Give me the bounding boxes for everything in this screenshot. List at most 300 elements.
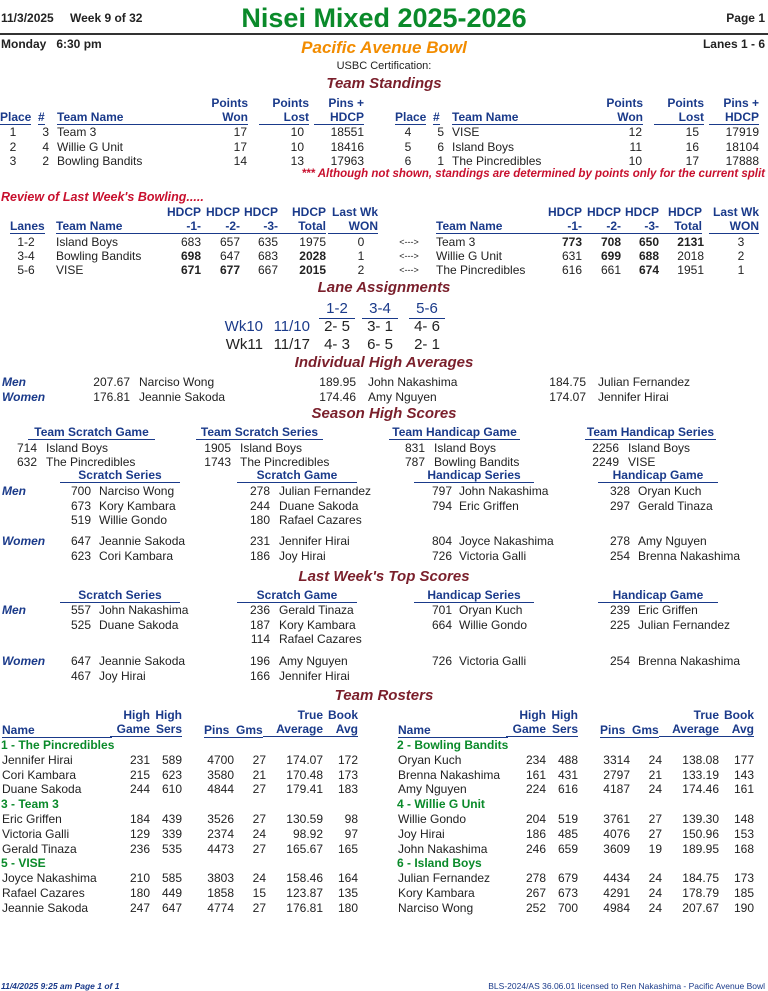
standings-pins-hdcp: 18416	[330, 139, 364, 154]
roster-header-name: Name	[2, 724, 112, 738]
roster-player-stat: 623	[161, 767, 182, 782]
lane-week: Wk11	[225, 336, 263, 353]
roster-player-stat: 179.41	[286, 782, 323, 797]
lastweek-value: 166	[249, 668, 270, 683]
standings-team-name: VISE	[452, 125, 480, 139]
roster-player-stat: 98	[344, 812, 358, 826]
roster-player-stat: 585	[161, 871, 182, 886]
lastweek-name: Eric Griffen	[638, 603, 698, 617]
review-score-b: 631	[561, 249, 582, 263]
roster-player-stat: 189.95	[682, 841, 719, 856]
roster-player-stat: 183	[337, 782, 358, 797]
footer-license: BLS-2024/AS 36.06.01 licensed to Ren Nakashima - Pacific Avenue Bowl	[488, 981, 765, 991]
lane-assignment: 4- 6	[414, 318, 440, 335]
roster-player-stat: 24	[252, 826, 266, 841]
roster-player-stat: 27	[648, 826, 662, 841]
review-score-a: 667	[257, 263, 278, 277]
team-high-team: VISE	[628, 455, 656, 469]
review-header-team: Team Name	[436, 220, 546, 234]
avg-value: 184.75	[549, 375, 586, 389]
roster-player-stat: 244	[129, 782, 150, 797]
roster-player-stat: 176.81	[286, 900, 323, 915]
review-title: Review of Last Week's Bowling.....	[1, 190, 204, 204]
standings-header-lost: Lost	[259, 111, 309, 125]
review-header-col: HDCP	[243, 205, 278, 219]
lane-week: Wk10	[224, 318, 263, 335]
roster-player-stat: 98.92	[292, 826, 323, 841]
lastweek-title: Last Week's Top Scores	[298, 568, 470, 585]
review-team-b: The Pincredibles	[436, 263, 526, 277]
ind-high-name: Julian Fernandez	[279, 484, 372, 498]
roster-header-avg: Average	[659, 723, 719, 737]
standings-team-name: Willie G Unit	[57, 139, 124, 154]
season-women-label: Women	[2, 534, 46, 548]
roster-player-stat: 24	[648, 782, 662, 797]
roster-player-stat: 278	[525, 871, 546, 886]
standings-team-name: Team 3	[57, 125, 97, 139]
roster-player-stat: 231	[129, 752, 150, 767]
roster-player-name: Cori Kambara	[2, 767, 77, 782]
standings-team-num: 4	[42, 139, 49, 154]
review-header-col: Total	[652, 220, 702, 234]
roster-player-stat: 224	[525, 782, 546, 797]
review-score-b: 616	[561, 263, 582, 277]
lastweek-name: Brenna Nakashima	[638, 654, 741, 668]
standings-points-lost: 16	[685, 139, 699, 154]
roster-player-name: Eric Griffen	[2, 812, 62, 826]
roster-player-stat: 4844	[207, 782, 234, 797]
review-header-col: HDCP	[291, 205, 326, 219]
roster-player-stat: 148	[733, 812, 754, 826]
lane-pair-header: 5-6	[409, 300, 445, 319]
review-score-a: 671	[180, 263, 201, 277]
roster-player-name: Joyce Nakashima	[2, 871, 97, 886]
team-high-team: Island Boys	[628, 441, 691, 455]
review-score-b: 699	[600, 249, 621, 263]
review-team-a: VISE	[56, 263, 84, 277]
averages-title: Individual High Averages	[294, 354, 474, 371]
roster-player-stat: 177	[733, 752, 754, 767]
standings-team-num: 6	[437, 139, 444, 154]
roster-player-stat: 4187	[603, 782, 630, 797]
roster-header-book: Avg	[714, 723, 754, 737]
roster-player-stat: 679	[557, 871, 578, 886]
roster-player-stat: 19	[648, 841, 662, 856]
roster-player-stat: 173	[337, 767, 358, 782]
ind-high-value: 804	[431, 534, 452, 548]
roster-player-stat: 3580	[207, 767, 234, 782]
roster-player-stat: 165.67	[286, 841, 323, 856]
roster-player-stat: 3803	[207, 871, 234, 886]
roster-player-stat: 236	[129, 841, 150, 856]
standings-team-name: Bowling Bandits	[57, 154, 143, 168]
lane-assignment: 2- 1	[414, 336, 440, 353]
roster-team-name: 6 - Island Boys	[397, 856, 482, 871]
standings-header-lost: Lost	[654, 111, 704, 125]
ind-high-value: 244	[249, 498, 270, 513]
roster-player-stat: 184	[129, 812, 150, 826]
team-high-value: 632	[16, 455, 37, 469]
standings-points-won: 12	[628, 125, 642, 139]
lastweek-name: Joy Hirai	[99, 668, 146, 683]
lastweek-header: Scratch Game	[237, 589, 357, 603]
lastweek-value: 114	[250, 632, 270, 646]
standings-header-num: #	[433, 110, 440, 124]
standings-place: 6	[404, 154, 412, 168]
ind-high-header: Scratch Series	[60, 469, 180, 483]
team-high-value: 714	[16, 441, 37, 455]
roster-player-stat: 158.46	[286, 871, 323, 886]
team-high-header: Team Scratch Series	[196, 426, 323, 440]
review-score-a: 647	[219, 249, 240, 263]
lastweek-value: 701	[431, 603, 452, 617]
roster-player-stat: 488	[557, 752, 578, 767]
avg-name: Jennifer Hirai	[598, 390, 669, 404]
ind-high-name: Gerald Tinaza	[638, 498, 713, 513]
roster-player-stat: 173	[733, 871, 754, 886]
review-header-col: HDCP	[667, 205, 702, 219]
avg-value: 207.67	[93, 375, 130, 389]
roster-player-name: Narciso Wong	[398, 900, 474, 915]
roster-player-stat: 150.96	[682, 826, 719, 841]
women-label: Women	[2, 390, 46, 404]
review-score-b: 708	[600, 235, 621, 249]
standings-points-won: 10	[628, 154, 642, 168]
standings-header-won: Points	[606, 96, 643, 110]
roster-player-stat: 27	[252, 900, 266, 915]
roster-player-name: Brenna Nakashima	[398, 767, 501, 782]
ind-high-name: Kory Kambara	[99, 498, 176, 513]
roster-player-stat: 133.19	[682, 767, 719, 782]
review-score-b: 650	[638, 235, 659, 249]
roster-team-name: 2 - Bowling Bandits	[397, 738, 509, 752]
review-team-b: Willie G Unit	[436, 249, 503, 263]
week-label: Week 9 of 32	[70, 11, 143, 25]
usbc-cert: USBC Certification:	[336, 60, 432, 72]
ind-high-name: Cori Kambara	[99, 548, 174, 563]
roster-player-name: John Nakashima	[398, 841, 488, 856]
standings-points-lost: 15	[685, 125, 699, 139]
review-header-team: Team Name	[56, 220, 166, 234]
review-header-col: WON	[328, 220, 378, 234]
review-header-col: HDCP	[547, 205, 582, 219]
lane-date: 11/10	[273, 318, 310, 335]
standings-header-lost: Points	[667, 96, 704, 110]
ind-high-value: 623	[70, 548, 91, 563]
standings-points-won: 17	[233, 125, 247, 139]
review-score-b: 2131	[677, 235, 704, 249]
ind-high-value: 180	[249, 513, 270, 527]
season-title: Season High Scores	[311, 405, 457, 422]
ind-high-value: 328	[609, 484, 630, 498]
roster-player-stat: 3314	[603, 752, 630, 767]
roster-player-name: Kory Kambara	[398, 886, 475, 900]
standings-place: 4	[404, 125, 412, 139]
standings-team-name: Island Boys	[452, 139, 515, 154]
ind-high-name: Eric Griffen	[459, 498, 519, 513]
roster-player-stat: 449	[161, 886, 182, 900]
lanes-title: Lane Assignments	[317, 279, 451, 296]
ind-high-value: 231	[249, 534, 270, 548]
lastweek-value: 525	[70, 617, 91, 632]
review-lanes: 5-6	[17, 263, 35, 277]
roster-player-stat: 339	[161, 826, 182, 841]
roster-player-stat: 24	[648, 752, 662, 767]
ind-high-value: 726	[431, 548, 452, 563]
review-won-a: 0	[357, 235, 365, 249]
ind-high-value: 647	[70, 534, 91, 548]
avg-name: Julian Fernandez	[598, 375, 691, 389]
lastweek-value: 557	[70, 603, 91, 617]
lastweek-name: Willie Gondo	[459, 617, 528, 632]
roster-player-stat: 4984	[603, 900, 630, 915]
roster-player-stat: 4700	[207, 752, 234, 767]
ind-high-value: 278	[609, 534, 630, 548]
lastweek-value: 225	[609, 617, 630, 632]
avg-name: John Nakashima	[368, 375, 458, 389]
review-score-b: 674	[638, 263, 659, 277]
standings-points-lost: 17	[685, 154, 699, 168]
lastweek-value: 239	[609, 603, 630, 617]
standings-team-num: 5	[437, 125, 444, 139]
roster-player-stat: 4434	[603, 871, 630, 886]
standings-place: 2	[9, 139, 17, 154]
lane-assignment: 6- 5	[367, 336, 393, 353]
roster-player-stat: 180	[129, 886, 150, 900]
lastweek-name: Julian Fernandez	[638, 617, 731, 632]
roster-player-name: Amy Nguyen	[398, 782, 467, 797]
standings-header-num: #	[38, 110, 45, 124]
standings-note: *** Although not shown, standings are determined by points only for the current split	[301, 168, 765, 180]
ind-high-header: Scratch Game	[237, 469, 357, 483]
standings-points-won: 11	[629, 139, 642, 154]
roster-team-name: 4 - Willie G Unit	[397, 797, 485, 812]
review-won-b: 1	[737, 263, 745, 277]
review-team-a: Island Boys	[56, 235, 119, 249]
roster-player-stat: 27	[648, 812, 662, 826]
roster-player-stat: 185	[733, 886, 754, 900]
ind-high-name: Oryan Kuch	[638, 484, 702, 498]
lane-date: 11/17	[273, 336, 310, 353]
bowl-name: Pacific Avenue Bowl	[301, 38, 467, 57]
roster-player-name: Duane Sakoda	[2, 782, 82, 797]
team-high-team: Island Boys	[240, 441, 303, 455]
review-vs: <--->	[399, 251, 419, 261]
men-label: Men	[2, 375, 26, 389]
roster-header-high-sers: Sers	[142, 723, 182, 737]
roster-player-stat: 4076	[603, 826, 630, 841]
roster-player-stat: 135	[337, 886, 358, 900]
report-date: 11/3/2025	[1, 11, 54, 25]
lastweek-value: 664	[431, 617, 452, 632]
standings-team-num: 1	[437, 154, 444, 168]
standings-pins-hdcp: 17919	[725, 125, 759, 139]
roster-player-stat: 172	[337, 752, 358, 767]
standings-header-won: Points	[211, 96, 248, 110]
standings-header-won: Won	[593, 111, 643, 125]
roster-player-stat: 174.46	[682, 782, 719, 797]
review-score-b: 661	[600, 263, 621, 277]
lastweek-value: 467	[70, 668, 91, 683]
roster-header-avg: Average	[263, 723, 323, 737]
roster-player-stat: 184.75	[682, 871, 719, 886]
review-score-b: 2018	[677, 249, 704, 263]
review-header-col: -2-	[571, 220, 621, 234]
lastweek-name: John Nakashima	[99, 603, 189, 617]
review-header-col: HDCP	[586, 205, 621, 219]
review-score-b: 1951	[677, 263, 704, 277]
ind-high-name: Brenna Nakashima	[638, 548, 741, 563]
review-header-col: HDCP	[166, 205, 201, 219]
review-header-col: WON	[709, 220, 759, 234]
roster-player-stat: 700	[557, 900, 578, 915]
review-won-b: 2	[737, 249, 745, 263]
team-high-value: 2249	[592, 455, 619, 469]
standings-pins-hdcp: 17888	[725, 154, 759, 168]
review-score-b: 773	[561, 235, 582, 249]
team-high-value: 787	[404, 455, 425, 469]
roster-header-book: Book	[328, 708, 358, 722]
review-score-a: 683	[257, 249, 278, 263]
ind-high-name: Joyce Nakashima	[459, 534, 554, 548]
roster-player-stat: 168	[733, 841, 754, 856]
lastweek-value: 236	[249, 603, 270, 617]
roster-player-stat: 616	[557, 782, 578, 797]
roster-player-stat: 234	[525, 752, 546, 767]
team-high-team: The Pincredibles	[46, 455, 136, 469]
roster-header-book: Avg	[318, 723, 358, 737]
review-header-col: Total	[276, 220, 326, 234]
review-header-col: HDCP	[624, 205, 659, 219]
lane-assignment: 2- 5	[324, 318, 350, 335]
roster-player-stat: 24	[252, 871, 266, 886]
review-score-a: 657	[219, 235, 240, 249]
roster-player-stat: 27	[252, 752, 266, 767]
roster-player-stat: 130.59	[286, 812, 323, 826]
roster-player-stat: 24	[648, 886, 662, 900]
roster-player-stat: 138.08	[682, 752, 719, 767]
page-number: Page 1	[726, 11, 765, 25]
roster-player-stat: 97	[344, 826, 358, 841]
roster-player-stat: 186	[525, 826, 546, 841]
roster-player-stat: 519	[557, 812, 578, 826]
roster-player-stat: 165	[337, 841, 358, 856]
standings-header-pins: Pins +	[328, 96, 364, 110]
roster-header-high-game: Game	[110, 723, 150, 737]
roster-player-stat: 485	[557, 826, 578, 841]
team-high-value: 1743	[204, 455, 231, 469]
standings-points-lost: 10	[290, 125, 304, 139]
roster-player-stat: 247	[129, 900, 150, 915]
league-title: Nisei Mixed 2025-2026	[241, 3, 527, 33]
standings-pins-hdcp: 18104	[725, 139, 759, 154]
review-header-col: -2-	[190, 220, 240, 234]
roster-player-name: Rafael Cazares	[2, 886, 85, 900]
review-won-b: 3	[737, 235, 745, 249]
roster-player-name: Joy Hirai	[398, 826, 445, 841]
lastweek-header: Handicap Series	[414, 589, 534, 603]
review-header-col: -3-	[228, 220, 278, 234]
roster-player-stat: 610	[161, 782, 182, 797]
roster-player-stat: 27	[252, 782, 266, 797]
roster-player-name: Gerald Tinaza	[2, 841, 77, 856]
lastweek-value: 254	[609, 654, 630, 668]
standings-place: 1	[9, 125, 17, 139]
review-score-a: 677	[219, 263, 240, 277]
ind-high-header: Handicap Series	[414, 469, 534, 483]
avg-name: Narciso Wong	[139, 375, 215, 389]
roster-player-stat: 178.79	[682, 886, 719, 900]
roster-player-stat: 431	[557, 767, 578, 782]
ind-high-value: 254	[609, 548, 630, 563]
roster-player-stat: 190	[733, 900, 754, 915]
ind-high-value: 673	[70, 498, 91, 513]
review-header-lanes: Lanes	[10, 219, 45, 233]
roster-player-stat: 21	[252, 767, 266, 782]
review-header-col: -1-	[532, 220, 582, 234]
review-header-col: Last Wk	[712, 205, 759, 219]
roster-player-stat: 4291	[603, 886, 630, 900]
ind-high-value: 794	[431, 498, 452, 513]
roster-player-name: Jeannie Sakoda	[2, 900, 89, 915]
standings-header-team: Team Name	[452, 111, 593, 125]
standings-header-pins: HDCP	[709, 111, 759, 125]
roster-player-stat: 24	[648, 900, 662, 915]
roster-header-high-game: Game	[506, 723, 546, 737]
roster-header-high-game: High	[123, 708, 150, 722]
ind-high-name: Jennifer Hirai	[279, 534, 350, 548]
roster-player-stat: 252	[525, 900, 546, 915]
lastweek-name: Duane Sakoda	[99, 617, 179, 632]
roster-player-stat: 535	[161, 841, 182, 856]
roster-header-high-sers: Sers	[538, 723, 578, 737]
lastweek-value: 187	[249, 617, 270, 632]
footer-printed: 11/4/2025 9:25 am Page 1 of 1	[1, 981, 120, 991]
roster-player-stat: 439	[161, 812, 182, 826]
lastweek-value: 647	[70, 654, 91, 668]
standings-title: Team Standings	[326, 75, 442, 92]
ind-high-name: Joy Hirai	[279, 548, 326, 563]
roster-header-pins-gms: Pins Gms	[204, 723, 263, 737]
avg-value: 189.95	[319, 375, 356, 389]
review-header-col: Last Wk	[331, 205, 378, 219]
review-score-a: 635	[257, 235, 278, 249]
review-score-a: 698	[180, 249, 201, 263]
roster-player-name: Jennifer Hirai	[2, 752, 73, 767]
roster-player-stat: 27	[252, 841, 266, 856]
lastweek-name: Jennifer Hirai	[279, 668, 350, 683]
roster-player-stat: 647	[161, 900, 182, 915]
roster-player-stat: 164	[337, 871, 358, 886]
review-team-b: Team 3	[436, 235, 476, 249]
roster-player-stat: 4774	[207, 900, 234, 915]
roster-player-stat: 2374	[207, 826, 234, 841]
lastweek-name: Jeannie Sakoda	[99, 654, 186, 668]
standings-place: 5	[404, 139, 412, 154]
ind-high-value: 797	[431, 484, 452, 498]
roster-header-avg: True	[693, 708, 719, 722]
roster-header-high-sers: High	[155, 708, 182, 722]
roster-player-stat: 207.67	[682, 900, 719, 915]
review-score-a: 683	[180, 235, 201, 249]
avg-name: Amy Nguyen	[368, 390, 437, 404]
ind-high-value: 278	[249, 484, 270, 498]
lastweek-name: Kory Kambara	[279, 617, 356, 632]
lastweek-name: Amy Nguyen	[279, 654, 348, 668]
standings-team-num: 3	[42, 125, 49, 139]
standings-team-name: The Pincredibles	[452, 154, 542, 168]
standings-place: 3	[9, 154, 17, 168]
